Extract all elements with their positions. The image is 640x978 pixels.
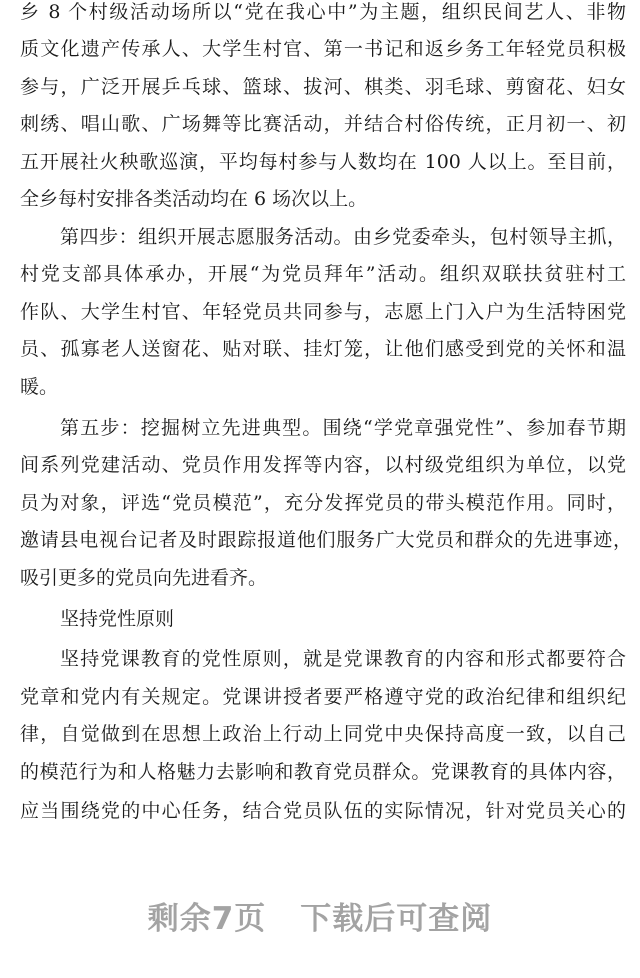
text-line: 乡 8 个村级活动场所以“党在我心中”为主题，组织民间艺人、非物 — [20, 1, 626, 23]
text-line: 五开展社火秧歌巡演，平均每村参与人数均在 100 人以上。至目前， — [20, 151, 626, 173]
text-line: 刺绣、唱山歌、广场舞等比赛活动，并结合村俗传统，正月初一、初 — [20, 113, 626, 135]
paragraph-start-line: 第四步：组织开展志愿服务活动。由乡党委牵头，包村领导主抓， — [60, 226, 626, 248]
text-line: 党章和党内有关规定。党课讲授者要严格遵守党的政治纪律和组织纪 — [20, 686, 626, 708]
text-line: 律，自觉做到在思想上政治上行动上同党中央保持高度一致，以自己 — [20, 723, 626, 745]
text-line: 质文化遗产传承人、大学生村官、第一书记和返乡务工年轻党员积极 — [20, 38, 626, 60]
text-line: 参与，广泛开展乒乓球、篮球、拔河、棋类、羽毛球、剪窗花、妇女 — [20, 76, 626, 98]
paragraph-start-line: 坚持党课教育的党性原则，就是党课教育的内容和形式都要符合 — [60, 648, 626, 670]
text-line: 村党支部具体承办，开展“为党员拜年”活动。组织双联扶贫驻村工 — [20, 263, 626, 285]
text-line: 员、孤寡老人送窗花、贴对联、挂灯笼，让他们感受到党的关怀和温 — [20, 338, 626, 360]
section-heading: 坚持党性原则 — [60, 608, 175, 630]
paragraph-start-line: 第五步：挖掘树立先进典型。围绕“学党章强党性”、参加春节期 — [60, 417, 626, 439]
text-line: 应当围绕党的中心任务，结合党员队伍的实际情况，针对党员关心的 — [20, 800, 626, 822]
remaining-pages-label: 剩余7页 — [147, 901, 267, 937]
text-line: 间系列党建活动、党员作用发挥等内容，以村级党组织为单位，以党 — [20, 454, 626, 476]
text-line: 员为对象，评选“党员模范”，充分发挥党员的带头模范作用。同时， — [20, 492, 626, 514]
text-line: 作队、大学生村官、年轻党员共同参与，志愿上门入户为生活特困党 — [20, 301, 626, 323]
download-to-view-label[interactable]: 下载后可查阅 — [300, 901, 493, 937]
download-prompt-banner[interactable] — [0, 893, 640, 938]
text-line: 暖。 — [20, 376, 59, 398]
text-line: 吸引更多的党员向先进看齐。 — [20, 567, 268, 589]
text-line: 邀请县电视台记者及时跟踪报道他们服务广大党员和群众的先进事迹， — [20, 529, 632, 551]
text-line: 全乡每村安排各类活动均在 6 场次以上。 — [20, 188, 368, 210]
text-line: 的模范行为和人格魅力去影响和教育党员群众。党课教育的具体内容， — [20, 761, 626, 783]
